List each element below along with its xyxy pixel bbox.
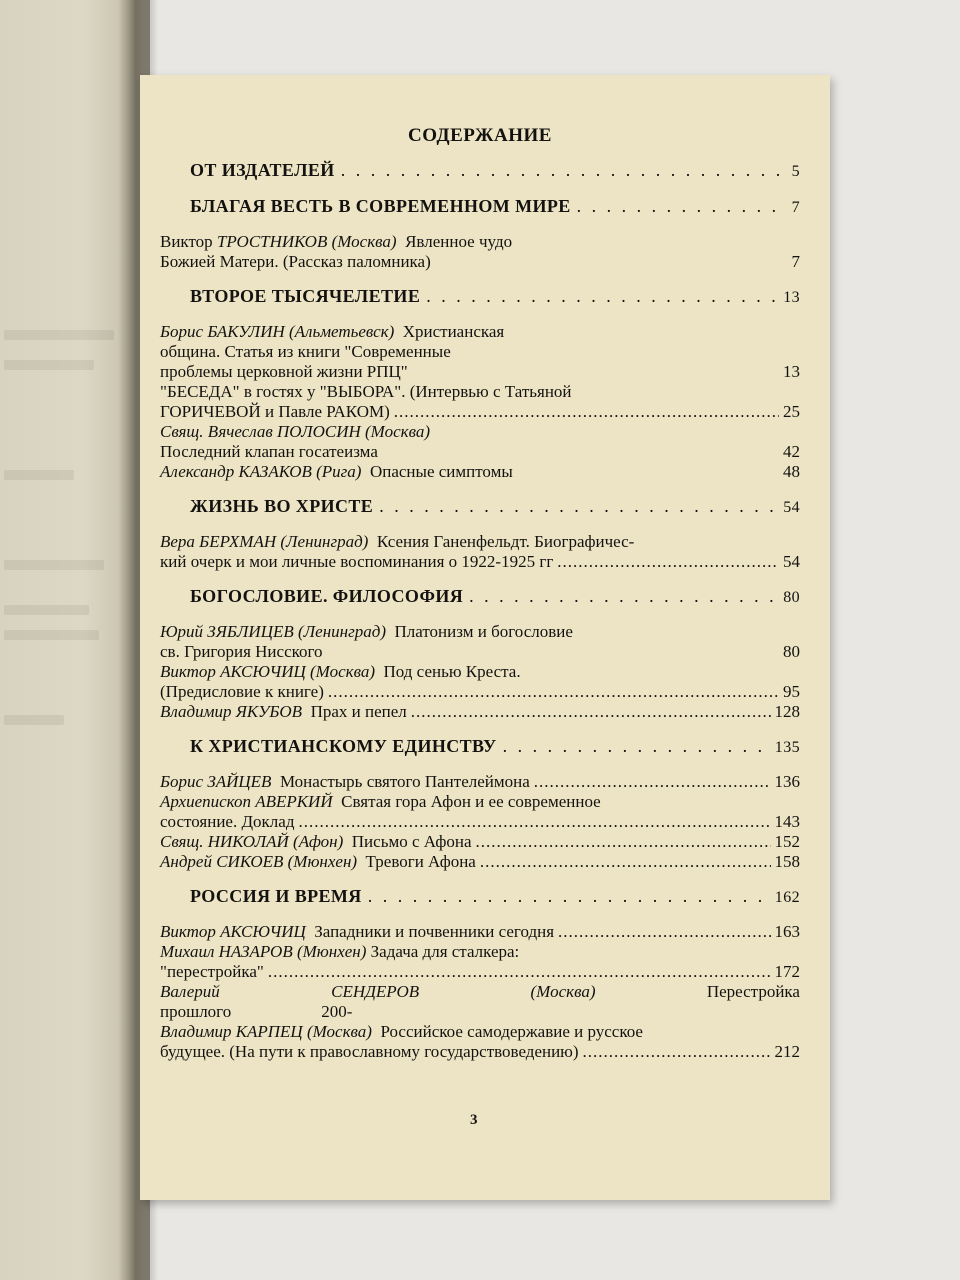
section-heading: БЛАГАЯ ВЕСТЬ В СОВРЕМЕННОМ МИРЕ . . . 7 — [160, 196, 800, 218]
toc-entry: Владимир ЯКУБОВ Прах и пепел ..... 128 — [160, 702, 800, 722]
toc-entry: Владимир КАРПЕЦ (Москва) Российское самодержавие и русское будущее. (На пути к православному государствоведению) ..... 212 — [160, 1022, 800, 1062]
bleed-through-line — [4, 630, 99, 640]
bleed-through-line — [4, 715, 64, 725]
toc-entry: Валерий СЕНДЕРОВ (Москва) Перестройка прошлого 200- — [160, 982, 800, 1021]
toc-entry: Андрей СИКОЕВ (Мюнхен) Тревоги Афона ..... 158 — [160, 852, 800, 872]
section-heading: ЖИЗНЬ ВО ХРИСТЕ . . . 54 — [160, 496, 800, 518]
section-heading: ОТ ИЗДАТЕЛЕЙ . . . 5 — [160, 160, 800, 182]
table-of-contents — [160, 120, 800, 1062]
toc-entry: Виктор АКСЮЧИЦ (Москва) Под сенью Креста. (Предисловие к книге) ..... 95 — [160, 662, 800, 702]
toc-entry: Борис БАКУЛИН (Альметьевск) Христианская община. Статья из книги "Современные проблемы церковной жизни РПЦ" 13 — [160, 322, 800, 381]
page-number: 3 — [470, 1112, 478, 1128]
section-heading: К ХРИСТИАНСКОМУ ЕДИНСТВУ . . . 135 — [160, 736, 800, 758]
toc-title: СОДЕРЖАНИЕ — [408, 125, 552, 146]
toc-entry: Михаил НАЗАРОВ (Мюнхен) Задача для сталкера: "перестройка" ..... 172 — [160, 942, 800, 982]
toc-entry: "БЕСЕДА" в гостях у "ВЫБОРА". (Интервью с Татьяной ГОРИЧЕВОЙ и Павле РАКОМ) ..... 25 — [160, 382, 800, 422]
toc-entry: Виктор ТРОСТНИКОВ (Москва) Явленное чудо Божией Матери. (Рассказ паломника) 7 — [160, 232, 800, 271]
section-heading: РОССИЯ И ВРЕМЯ . . . 162 — [160, 886, 800, 908]
bleed-through-line — [4, 360, 94, 370]
section-heading: БОГОСЛОВИЕ. ФИЛОСОФИЯ . . . 80 — [160, 586, 800, 608]
toc-entry: Александр КАЗАКОВ (Рига) Опасные симптомы 48 — [160, 462, 800, 481]
bleed-through-line — [4, 605, 89, 615]
toc-entry: Юрий ЗЯБЛИЦЕВ (Ленинград) Платонизм и богословие св. Григория Нисского 80 — [160, 622, 800, 661]
toc-entry: Архиепископ АВЕРКИЙ Святая гора Афон и ее современное состояние. Доклад ..... 143 — [160, 792, 800, 832]
bleed-through-line — [4, 330, 114, 340]
toc-entry: Свящ. Вячеслав ПОЛОСИН (Москва) Последний клапан госатеизма 42 — [160, 422, 800, 461]
bleed-through-line — [4, 470, 74, 480]
section-heading: ВТОРОЕ ТЫСЯЧЕЛЕТИЕ . . . 13 — [160, 286, 800, 308]
toc-entry: Виктор АКСЮЧИЦ Западники и почвенники сегодня ..... 163 — [160, 922, 800, 942]
toc-entry: Вера БЕРХМАН (Ленинград) Ксения Ганенфельдт. Биографичес- кий очерк и мои личные воспоминания о 1922-1925 гг ..... 54 — [160, 532, 800, 572]
toc-entry: Свящ. НИКОЛАЙ (Афон) Письмо с Афона ..... 152 — [160, 832, 800, 852]
bleed-through-line — [4, 560, 104, 570]
toc-entry: Борис ЗАЙЦЕВ Монастырь святого Пантелеймона ..... 136 — [160, 772, 800, 792]
